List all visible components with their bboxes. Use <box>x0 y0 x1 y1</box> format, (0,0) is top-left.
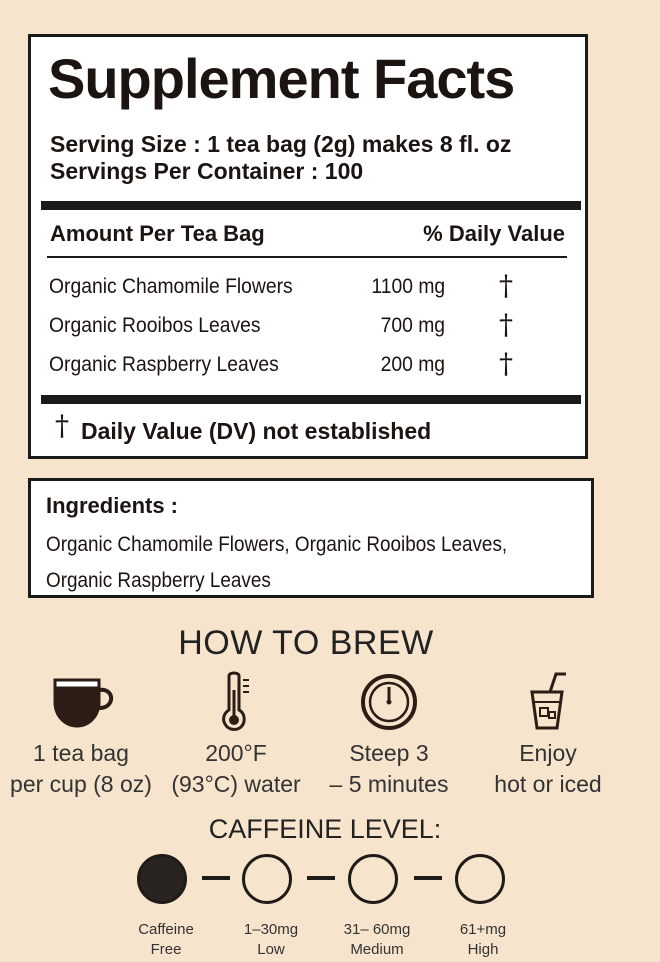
brew-step <box>0 670 166 800</box>
facts-row <box>49 269 569 305</box>
label-line: High <box>467 941 499 958</box>
how-to-brew-title: HOW TO BREW <box>178 624 434 662</box>
step-line: Enjoy <box>519 740 577 766</box>
cup-icon <box>41 670 121 732</box>
label-line: 61+mg <box>459 921 507 938</box>
dash-connector <box>202 876 230 880</box>
facts-row <box>49 308 569 344</box>
dagger-mark: † <box>499 269 513 302</box>
thin-divider <box>47 256 567 258</box>
caffeine-level-label <box>216 920 326 960</box>
dagger-mark: † <box>499 308 513 341</box>
thick-divider <box>41 201 581 210</box>
clock-icon <box>349 670 429 732</box>
ingredients-panel <box>28 478 594 598</box>
facts-title: Supplement Facts <box>48 47 515 110</box>
ingredient-name: Organic Chamomile Flowers <box>49 275 293 298</box>
brew-step <box>151 670 321 800</box>
label-line: 31– 60mg <box>343 921 411 938</box>
ingredients-line: Organic Chamomile Flowers, Organic Rooibos Leaves, <box>46 533 508 556</box>
servings-per-container: Servings Per Container : 100 <box>50 158 364 184</box>
step-line: (93°C) water <box>171 771 301 797</box>
daily-value-footnote <box>55 409 432 446</box>
caffeine-level-title: CAFFEINE LEVEL: <box>208 814 442 844</box>
label-line: Caffeine <box>138 921 194 938</box>
daily-value-header: % Daily Value <box>423 221 565 246</box>
ingredient-amount: 1100 mg <box>371 275 445 298</box>
step-line: – 5 minutes <box>329 771 449 797</box>
dagger-mark: † <box>499 347 513 380</box>
caffeine-level-label <box>322 920 432 960</box>
ingredients-title: Ingredients : <box>46 493 179 518</box>
label-line: 1–30mg <box>243 921 299 938</box>
caffeine-level-dot <box>455 854 505 904</box>
caffeine-level-dot <box>242 854 292 904</box>
caffeine-level-label <box>111 920 221 960</box>
dagger-mark: † <box>55 409 69 442</box>
dash-connector <box>307 876 335 880</box>
serving-size: Serving Size : 1 tea bag (2g) makes 8 fl. oz <box>50 131 512 157</box>
ingredient-amount: 700 mg <box>380 314 445 337</box>
step-line: Steep 3 <box>349 740 429 766</box>
iced-drink-icon <box>508 670 588 732</box>
label-line: Free <box>150 941 182 958</box>
thick-divider <box>41 395 581 404</box>
supplement-facts-panel <box>28 34 588 459</box>
footnote-text: Daily Value (DV) not established <box>81 418 432 444</box>
ingredient-name: Organic Raspberry Leaves <box>49 353 279 376</box>
caffeine-level-dot-selected <box>137 854 187 904</box>
facts-row <box>49 347 569 383</box>
serving-info <box>50 131 511 185</box>
step-line: 1 tea bag <box>33 740 129 766</box>
amount-header: Amount Per Tea Bag <box>50 221 265 246</box>
dash-connector <box>414 876 442 880</box>
ingredients-list <box>46 527 604 599</box>
brew-step <box>304 670 474 800</box>
label-line: Low <box>257 941 285 958</box>
ingredients-line: Organic Raspberry Leaves <box>46 569 271 592</box>
thermometer-icon <box>196 670 276 732</box>
label-line: Medium <box>350 941 404 958</box>
step-line: 200°F <box>205 740 267 766</box>
step-line: hot or iced <box>494 771 602 797</box>
ingredient-amount: 200 mg <box>380 353 445 376</box>
caffeine-level-label <box>428 920 538 960</box>
ingredient-name: Organic Rooibos Leaves <box>49 314 261 337</box>
step-line: per cup (8 oz) <box>10 771 152 797</box>
brew-step <box>463 670 633 800</box>
caffeine-level-dot <box>348 854 398 904</box>
